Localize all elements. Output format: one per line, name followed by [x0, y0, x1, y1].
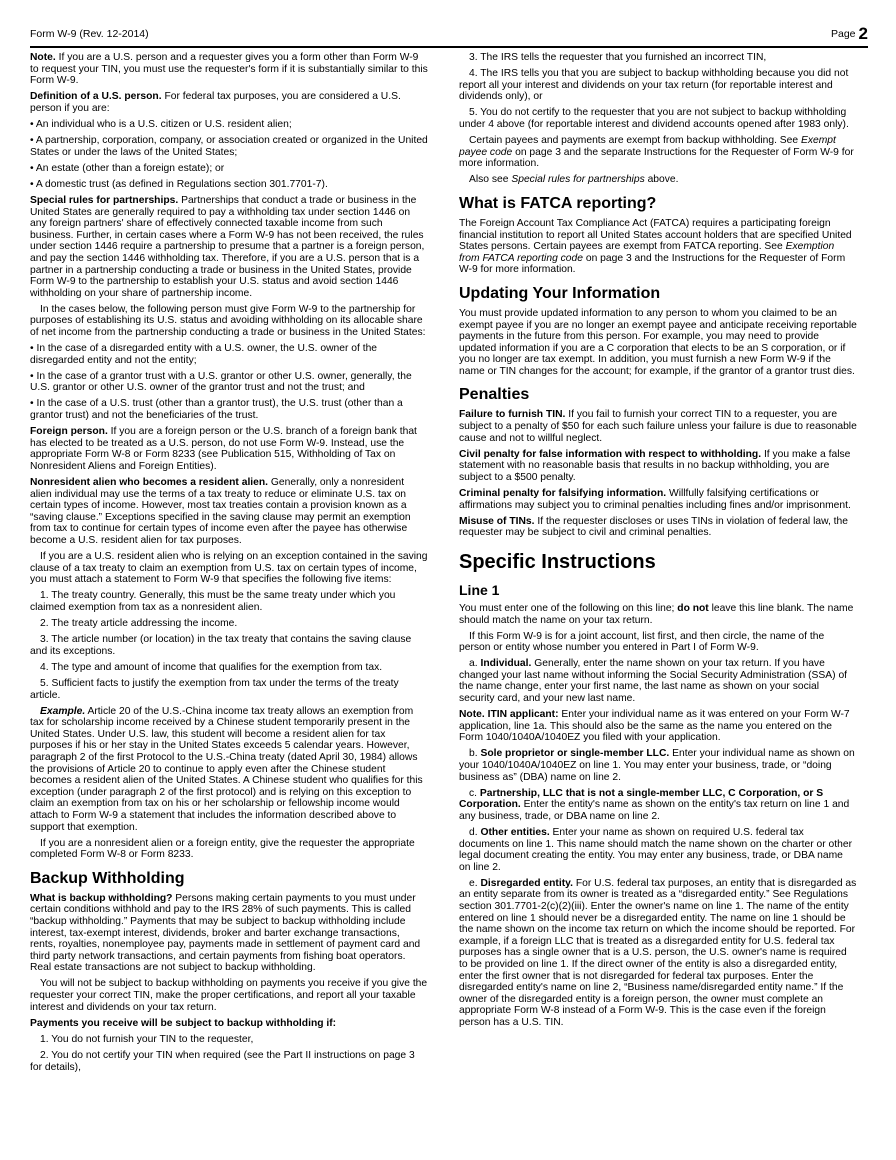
fatca-b: on page 3 and the Instructions for the Requester of Form W-9 for more information. [459, 252, 846, 276]
other-entities-paragraph [459, 827, 857, 873]
specific-instructions-heading: Specific Instructions [459, 550, 656, 573]
fp-lead: Foreign person. [30, 426, 108, 438]
cert-italic: Exempt payee code [459, 135, 836, 158]
l1-a: You must enter one of the following on this line; [459, 602, 678, 614]
sp-bullet-2: • In the case of a grantor trust with a U.S. grantor or other U.S. owner, generally, the U.S. grantor or other U.S. owner of the grantor trust and not the trust; and [30, 370, 412, 394]
nra-paragraph-2: If you are a U.S. resident alien who is relying on an exception contained in the saving clause of a tax treaty to claim an exemption from U.S. tax on certain types of income, you must attach a statement to Form W-9 that specifies the following five items: [30, 551, 428, 586]
backup-withholding-heading: Backup Withholding [30, 869, 185, 887]
pen2-lead: Civil penalty for false information with respect to withholding. [459, 448, 762, 460]
note-paragraph [30, 52, 428, 87]
d-pre: d. [469, 827, 481, 838]
line-1-heading: Line 1 [459, 581, 500, 598]
sp-text: Partnerships that conduct a trade or business in the United States are generally required to pay a withholding tax under section 1446 on any foreign partners' share of effectively connected taxable income from such business. Further, in certain cases where a Form W-9 has not been received, the rules under section 1446 require a partnership to presume that a partner is a foreign person, and pay the section 1446 withholding tax. Therefore, if you are a U.S. person that is a partner in a partnership conducting a trade or business in the United States, provide Form W-9 to the partnership to establish your U.S. status and avoid section 1446 withholding on your share of partnership income. [30, 194, 425, 299]
penalty-civil-paragraph [459, 449, 857, 484]
fp-text: If you are a foreign person or the U.S. branch of a foreign bank that has elected to be treated as a U.S. person, do not use Form W-9. Instead, use the appropriate Form W-8 or Form 8233 (see Publication 515, Withholding of Tax on Nonresident Aliens and Foreign Entities). [30, 426, 417, 472]
pen1-lead: Failure to furnish TIN. [459, 409, 566, 421]
l1-b: leave this line blank. The name should match the name on your tax return. [459, 602, 854, 626]
treaty-item-3: 3. The article number (or location) in the tax treaty that contains the saving clause and its exceptions. [30, 634, 412, 657]
a-lead: Individual. [480, 658, 532, 670]
def-bullet-4: • A domestic trust (as defined in Regulations section 301.7701-7). [30, 178, 328, 190]
form-title: Form W-9 (Rev. 12-2014) [30, 28, 149, 40]
example-paragraph-2: If you are a nonresident alien or a foreign entity, give the requester the appropriate completed Form W-8 or Form 8233. [30, 837, 415, 861]
note-lead: Note. [30, 52, 56, 63]
bw-item-2: 2. You do not certify your TIN when required (see the Part II instructions on page 3 for details), [30, 1049, 415, 1073]
disregarded-entity-paragraph [459, 878, 857, 1029]
c-pre: c. [469, 787, 480, 799]
fatca-paragraph [459, 218, 857, 276]
cert-a: Certain payees and payments are exempt from backup withholding. See [469, 135, 801, 147]
treaty-item-5: 5. Sufficient facts to justify the exemption from tax under the terms of the treaty article. [30, 677, 399, 701]
nra-lead: Nonresident alien who becomes a resident alien. [30, 477, 269, 488]
e-text: For U.S. federal tax purposes, an entity that is disregarded as an entity separate from its owner is treated as a “disregarded entity.” See Regulations section 301.7701-2(c)(2)(iii). Enter the owner's name on line 1. The name of the entity entered on line 1 should never be a disregarded entity. The name on line 1 should be the name shown on the income tax return on which the income should be reported. For example, if a foreign LLC that is treated as a disregarded entity for U.S. federal tax purposes has a single owner that is a U.S. person, the U.S. owner's name is required to be provided on line 1. If the direct owner of the entity is also a disregarded entity, enter the first owner that is not disregarded for federal tax purposes. Enter the disregarded entity's name on line 2, “Business name/disregarded entity name.” If the owner of the disregarded entity is a foreign person, the owner must complete an appropriate Form W-8 instead of a Form W-9. This is the case even if the foreign person has a U.S. TIN. [459, 877, 857, 1028]
def-lead: Definition of a U.S. person. [30, 91, 162, 103]
left-column [30, 52, 428, 1078]
pen2-text: If you make a false statement with no reasonable basis that results in no backup withholding, you are subject to a $500 penalty. [459, 448, 851, 483]
bw-item-3: 3. The IRS tells the requester that you furnished an incorrect TIN, [469, 52, 767, 63]
pen4-text: If the requester discloses or uses TINs in violation of federal law, the requester may be subject to civil and criminal penalties. [459, 515, 848, 539]
also-see-paragraph [459, 174, 857, 186]
nonresident-alien-paragraph [30, 477, 428, 547]
b-lead: Sole proprietor or single-member LLC. [480, 748, 670, 760]
a-text: Generally, enter the name shown on your tax return. If you have changed your last name without informing the Social Security Administration (SSA) of the name change, enter your first name, the last name as shown on your social security card, and your new last name. [459, 658, 848, 705]
sp-bullet-1: • In the case of a disregarded entity with a U.S. owner, the U.S. owner of the disregarded entity and not the entity; [30, 343, 378, 366]
penalty-criminal-paragraph [459, 488, 857, 511]
bw-lead: What is backup withholding? [30, 892, 173, 904]
itin-paragraph [459, 709, 857, 744]
def-text: For federal tax purposes, you are considered a U.S. person if you are: [30, 91, 401, 114]
updating-info-paragraph: You must provide updated information to any person to whom you claimed to be an exempt payee if you are no longer an exempt payee and anticipate receiving reportable payments in the future from this person. For example, you may need to provide updated information if you are a C corporation that elects to be an S corporation, or if you no longer are tax exempt. In addition, you must furnish a new Form W-9 if the name or TIN changes for the account; for example, if the grantor of a grantor trust dies. [459, 307, 857, 377]
bw-item-4: 4. The IRS tells you that you are subject to backup withholding because you did not report all your interest and dividends on your tax return (for reportable interest and dividends only), or [459, 68, 849, 103]
bw-item-5: 5. You do not certify to the requester that you are not subject to backup withholding under 4 above (for reportable interest and dividend accounts opened after 1983 only). [459, 107, 849, 130]
pen3-text: Willfully falsifying certifications or affirmations may subject you to criminal penalties including fines and/or imprisonment. [459, 488, 851, 511]
def-bullet-3: • An estate (other than a foreign estate); or [30, 162, 225, 174]
fatca-heading: What is FATCA reporting? [459, 194, 657, 212]
page-label: Page [831, 28, 856, 40]
treaty-item-1: 1. The treaty country. Generally, this must be the same treaty under which you claimed exemption from tax as a nonresident alien. [30, 590, 396, 613]
sp-bullet-3: • In the case of a U.S. trust (other than a grantor trust), the U.S. trust (other than a grantor trust) and not the beneficiaries of the trust. [30, 398, 403, 422]
penalty-failure-paragraph [459, 409, 857, 444]
exempt-payees-paragraph [459, 135, 857, 170]
also-b: above. [644, 174, 679, 186]
fatca-a: The Foreign Account Tax Compliance Act (FATCA) requires a participating foreign financial institution to report all United States account holders that are specified United States persons. Certain payees are exempt from FATCA reporting. See [459, 217, 852, 253]
sp-lead: Special rules for partnerships. [30, 194, 179, 206]
example-paragraph [30, 706, 428, 834]
right-column [459, 52, 857, 1033]
line1-paragraph [459, 603, 857, 626]
page-number: 2 [858, 24, 868, 43]
cert-b: on page 3 and the separate Instructions for the Requester of Form W-9 for more information. [459, 146, 854, 170]
bw-paragraph-2: You will not be subject to backup withholding on payments you receive if you give the requester your correct TIN, make the proper certifications, and report all your taxable interest and dividends on your tax return. [30, 978, 428, 1013]
pen1-text: If you fail to furnish your correct TIN to a requester, you are subject to a penalty of $50 for each such failure unless your failure is due to reasonable cause and not to willful neglect. [459, 409, 857, 444]
itin-text: Enter your individual name as it was entered on your Form W-7 application, line 1a. This should also be the same as the name you entered on the Form 1040/1040A/1040EZ you filed with your application. [459, 709, 850, 744]
pen3-lead: Criminal penalty for falsifying information. [459, 488, 667, 500]
header-rule [30, 46, 868, 48]
e-lead: Disregarded entity. [480, 877, 573, 889]
sole-proprietor-paragraph [459, 748, 857, 783]
e-pre: e. [469, 877, 481, 889]
bw-subject-heading: Payments you receive will be subject to backup withholding if: [30, 1017, 337, 1029]
c-text: Enter the entity's name as shown on the entity's tax return on line 1 and any business, trade, or DBA name on line 2. [459, 799, 850, 822]
page-header [30, 24, 868, 44]
nra-text: Generally, only a nonresident alien individual may use the terms of a tax treaty to reduce or eliminate U.S. tax on certain types of income. However, most tax treaties contain a provision known as a “saving clause.” Exceptions specified in the saving clause may permit an exemption from tax to continue for certain types of income even after the payee has otherwise become a U.S. resident alien for tax purposes. [30, 477, 411, 546]
d-text: Enter your name as shown on required U.S. federal tax documents on line 1. This name should match the name shown on the charter or other legal document creating the entity. You may enter any business, trade, or DBA name on line 2. [459, 827, 853, 873]
special-rules-paragraph [30, 195, 428, 299]
updating-info-heading: Updating Your Information [459, 284, 661, 302]
c-lead: Partnership, LLC that is not a single-member LLC, C Corporation, or S Corporation. [459, 787, 824, 811]
b-pre: b. [469, 748, 481, 760]
def-bullet-1: • An individual who is a U.S. citizen or U.S. resident alien; [30, 118, 292, 130]
also-a: Also see [469, 174, 512, 186]
treaty-item-4: 4. The type and amount of income that qualifies for the exemption from tax. [40, 661, 383, 673]
penalties-heading: Penalties [459, 386, 530, 404]
fatca-italic: Exemption from FATCA reporting code [459, 241, 835, 264]
penalty-misuse-paragraph [459, 516, 857, 539]
a-pre: a. [469, 658, 481, 670]
bw-item-1: 1. You do not furnish your TIN to the requester, [40, 1033, 254, 1045]
us-person-definition [30, 91, 428, 114]
also-italic: Special rules for partnerships [511, 174, 645, 186]
line1-paragraph-2: If this Form W-9 is for a joint account, list first, and then circle, the name of the person or entity whose number you entered in Part I of Form W-9. [459, 630, 825, 654]
def-bullet-2: • A partnership, corporation, company, or association created or organized in the United States or under the laws of the United States; [30, 135, 428, 158]
itin-lead: Note. ITIN applicant: [459, 709, 559, 721]
what-is-backup-paragraph [30, 893, 428, 974]
example-text: Article 20 of the U.S.-China income tax treaty allows an exemption from tax for scholarship income received by a Chinese student temporarily present in the United States. Under U.S. law, this student will become a resident alien for tax purposes if his or her stay in the United States exceeds 5 calendar years. However, paragraph 2 of the first Protocol to the U.S.-China treaty (dated April 30, 1984) allows the provisions of Article 20 to continue to apply even after the Chinese student becomes a resident alien of the United States. A Chinese student who qualifies for this exception (under paragraph 2 of the first protocol) and is relying on this exception to claim an exemption from tax on his or her scholarship or fellowship income would attach to Form W-9 a statement that includes the information described above to support that exemption. [30, 705, 423, 833]
l1-bold: do not [677, 602, 709, 614]
treaty-item-2: 2. The treaty article addressing the income. [40, 618, 238, 630]
sp-paragraph-2: In the cases below, the following person must give Form W-9 to the partnership for purposes of establishing its U.S. status and avoiding withholding on its allocable share of net income from the partnership conducting a trade or business in the United States: [30, 303, 426, 338]
note-text: If you are a U.S. person and a requester gives you a form other than Form W-9 to request your TIN, you must use the requester's form if it is substantially similar to this Form W-9. [30, 52, 428, 87]
pen4-lead: Misuse of TINs. [459, 515, 535, 527]
b-text: Enter your individual name as shown on your 1040/1040A/1040EZ on line 1. You may enter your business, trade, or “doing business as” (DBA) name on line 2. [459, 748, 855, 783]
foreign-person-paragraph [30, 426, 428, 472]
d-lead: Other entities. [480, 827, 550, 838]
example-lead: Example. [40, 705, 86, 717]
bw-text: Persons making certain payments to you must under certain conditions withhold and pay to the IRS 28% of such payments. This is called “backup withholding.” Payments that may be subject to backup withholding include interest, tax-exempt interest, dividends, broker and barter exchange transactions, rents, royalties, nonemployee pay, payments made in settlement of payment card and third party network transactions, and certain payments from fishing boat operators. Real estate transactions are not subject to backup withholding. [30, 892, 421, 974]
partnership-paragraph [459, 788, 857, 823]
page-indicator [831, 24, 868, 44]
individual-paragraph [459, 658, 857, 704]
